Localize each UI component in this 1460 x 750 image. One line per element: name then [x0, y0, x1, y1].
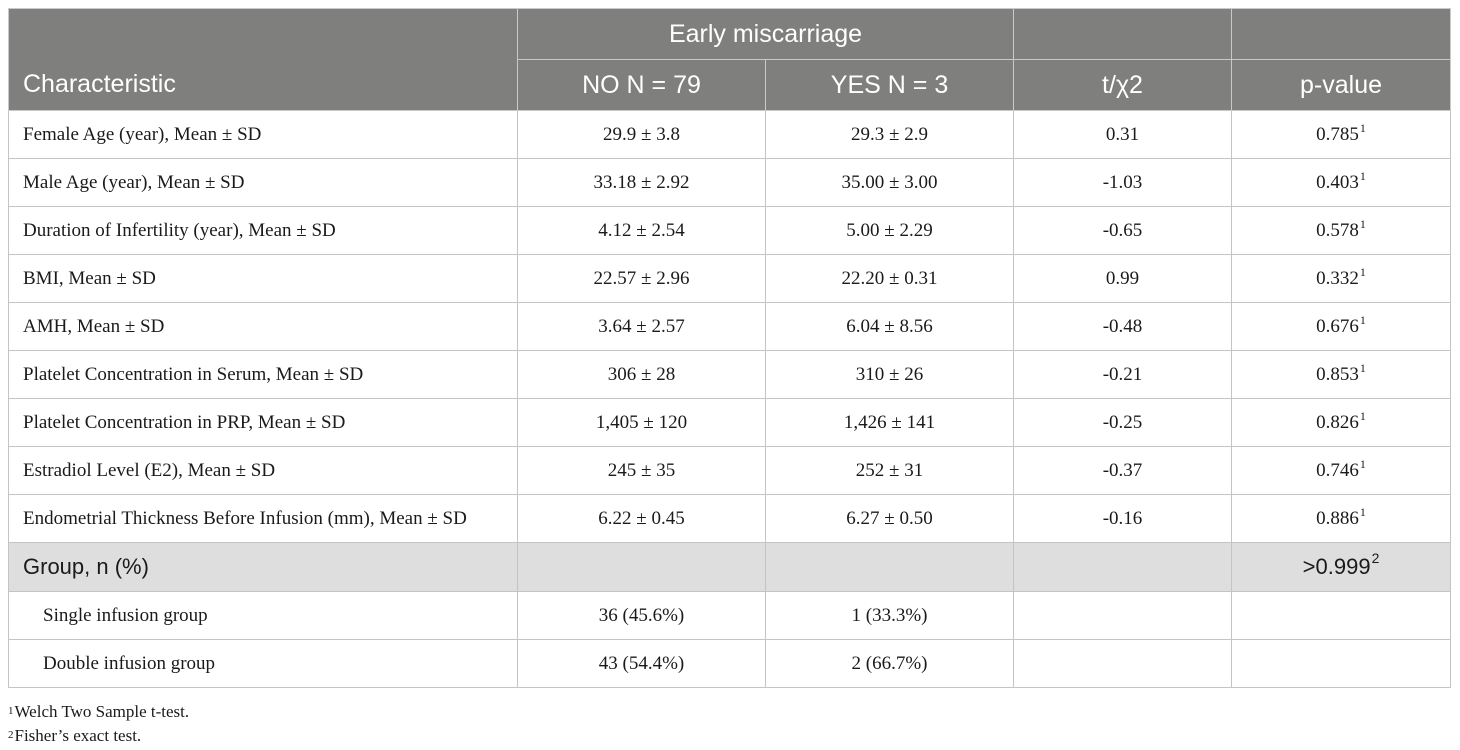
results-table-container	[8, 8, 1450, 688]
cell-statistic: -0.16	[1014, 495, 1232, 543]
cell-yes: 2 (66.7%)	[766, 640, 1014, 688]
table-row	[9, 592, 1451, 640]
footnote-mark: 1	[1359, 408, 1366, 423]
cell-p-value	[1232, 399, 1451, 447]
cell-statistic: -0.65	[1014, 207, 1232, 255]
row-label: AMH, Mean ± SD	[9, 303, 518, 351]
col-header-p-value: p-value	[1232, 60, 1451, 111]
footnote-text: Fisher’s exact test.	[14, 726, 142, 745]
table-row	[9, 495, 1451, 543]
p-value-text: >0.999	[1302, 554, 1371, 579]
row-label: Male Age (year), Mean ± SD	[9, 159, 518, 207]
group-header-row	[9, 543, 1451, 592]
cell-statistic: -0.37	[1014, 447, 1232, 495]
col-header-statistic: t/χ2	[1014, 60, 1232, 111]
subgroup-label: Single infusion group	[9, 592, 518, 640]
cell-statistic: 0.31	[1014, 111, 1232, 159]
footnote	[8, 700, 189, 724]
cell-yes: 1 (33.3%)	[766, 592, 1014, 640]
p-value-text: 0.403	[1316, 171, 1359, 193]
spanning-header-early-miscarriage: Early miscarriage	[518, 9, 1014, 60]
cell-no: 6.22 ± 0.45	[518, 495, 766, 543]
cell-no: 43 (54.4%)	[518, 640, 766, 688]
cell-no: 306 ± 28	[518, 351, 766, 399]
group-p-value	[1232, 543, 1451, 592]
cell-p-value	[1232, 303, 1451, 351]
cell-no: 36 (45.6%)	[518, 592, 766, 640]
subgroup-label: Double infusion group	[9, 640, 518, 688]
footnote-mark: 2	[8, 729, 14, 741]
table-row	[9, 255, 1451, 303]
header-empty-cell	[1014, 9, 1232, 60]
footnotes	[8, 700, 189, 748]
cell-no: 245 ± 35	[518, 447, 766, 495]
row-label: Duration of Infertility (year), Mean ± SD	[9, 207, 518, 255]
cell-no: 1,405 ± 120	[518, 399, 766, 447]
table-row	[9, 447, 1451, 495]
cell-statistic: 0.99	[1014, 255, 1232, 303]
row-label: BMI, Mean ± SD	[9, 255, 518, 303]
cell-yes: 5.00 ± 2.29	[766, 207, 1014, 255]
cell-p-value	[1232, 351, 1451, 399]
footnote-mark: 1	[1359, 312, 1366, 327]
footnote-mark: 1	[1359, 168, 1366, 183]
cell-yes: 29.3 ± 2.9	[766, 111, 1014, 159]
col-header-characteristic: Characteristic	[9, 9, 518, 111]
col-header-no: NO N = 79	[518, 60, 766, 111]
row-label: Platelet Concentration in PRP, Mean ± SD	[9, 399, 518, 447]
footnote-mark: 1	[1359, 360, 1366, 375]
p-value-text: 0.746	[1316, 459, 1359, 481]
table-row	[9, 303, 1451, 351]
p-value-text: 0.332	[1316, 267, 1359, 289]
cell-yes: 252 ± 31	[766, 447, 1014, 495]
cell-yes: 35.00 ± 3.00	[766, 159, 1014, 207]
cell-p-value	[1232, 255, 1451, 303]
footnote-mark: 1	[1359, 216, 1366, 231]
group-empty-cell	[518, 543, 766, 592]
cell-statistic: -0.21	[1014, 351, 1232, 399]
footnote-mark: 1	[1359, 120, 1366, 135]
cell-yes: 1,426 ± 141	[766, 399, 1014, 447]
p-value-text: 0.785	[1316, 123, 1359, 145]
footnote-mark: 2	[1371, 550, 1380, 566]
row-label: Platelet Concentration in Serum, Mean ± SD	[9, 351, 518, 399]
group-empty-cell	[766, 543, 1014, 592]
group-label: Group, n (%)	[9, 543, 518, 592]
cell-no: 3.64 ± 2.57	[518, 303, 766, 351]
table-row	[9, 207, 1451, 255]
table-row	[9, 351, 1451, 399]
footnote	[8, 724, 189, 748]
cell-no: 33.18 ± 2.92	[518, 159, 766, 207]
row-label: Female Age (year), Mean ± SD	[9, 111, 518, 159]
cell-yes: 310 ± 26	[766, 351, 1014, 399]
cell-empty	[1014, 592, 1232, 640]
footnote-mark: 1	[1359, 456, 1366, 471]
cell-p-value	[1232, 111, 1451, 159]
cell-statistic: -0.25	[1014, 399, 1232, 447]
footnote-mark: 1	[1359, 504, 1366, 519]
cell-yes: 6.27 ± 0.50	[766, 495, 1014, 543]
group-empty-cell	[1014, 543, 1232, 592]
footnote-text: Welch Two Sample t-test.	[14, 702, 190, 721]
cell-no: 22.57 ± 2.96	[518, 255, 766, 303]
p-value-text: 0.886	[1316, 507, 1359, 529]
cell-empty	[1014, 640, 1232, 688]
col-header-yes: YES N = 3	[766, 60, 1014, 111]
row-label: Endometrial Thickness Before Infusion (mm), Mean ± SD	[9, 495, 518, 543]
cell-p-value	[1232, 495, 1451, 543]
cell-no: 4.12 ± 2.54	[518, 207, 766, 255]
cell-empty	[1232, 640, 1451, 688]
table-row	[9, 399, 1451, 447]
cell-yes: 6.04 ± 8.56	[766, 303, 1014, 351]
row-label: Estradiol Level (E2), Mean ± SD	[9, 447, 518, 495]
cell-statistic: -1.03	[1014, 159, 1232, 207]
cell-empty	[1232, 592, 1451, 640]
results-table	[8, 8, 1451, 688]
cell-yes: 22.20 ± 0.31	[766, 255, 1014, 303]
header-empty-cell	[1232, 9, 1451, 60]
p-value-text: 0.826	[1316, 411, 1359, 433]
footnote-mark: 1	[1359, 264, 1366, 279]
table-row	[9, 111, 1451, 159]
p-value-text: 0.578	[1316, 219, 1359, 241]
footnote-mark: 1	[8, 705, 14, 717]
cell-p-value	[1232, 159, 1451, 207]
cell-p-value	[1232, 207, 1451, 255]
cell-p-value	[1232, 447, 1451, 495]
p-value-text: 0.853	[1316, 363, 1359, 385]
cell-no: 29.9 ± 3.8	[518, 111, 766, 159]
p-value-text: 0.676	[1316, 315, 1359, 337]
table-row	[9, 159, 1451, 207]
cell-statistic: -0.48	[1014, 303, 1232, 351]
table-row	[9, 640, 1451, 688]
